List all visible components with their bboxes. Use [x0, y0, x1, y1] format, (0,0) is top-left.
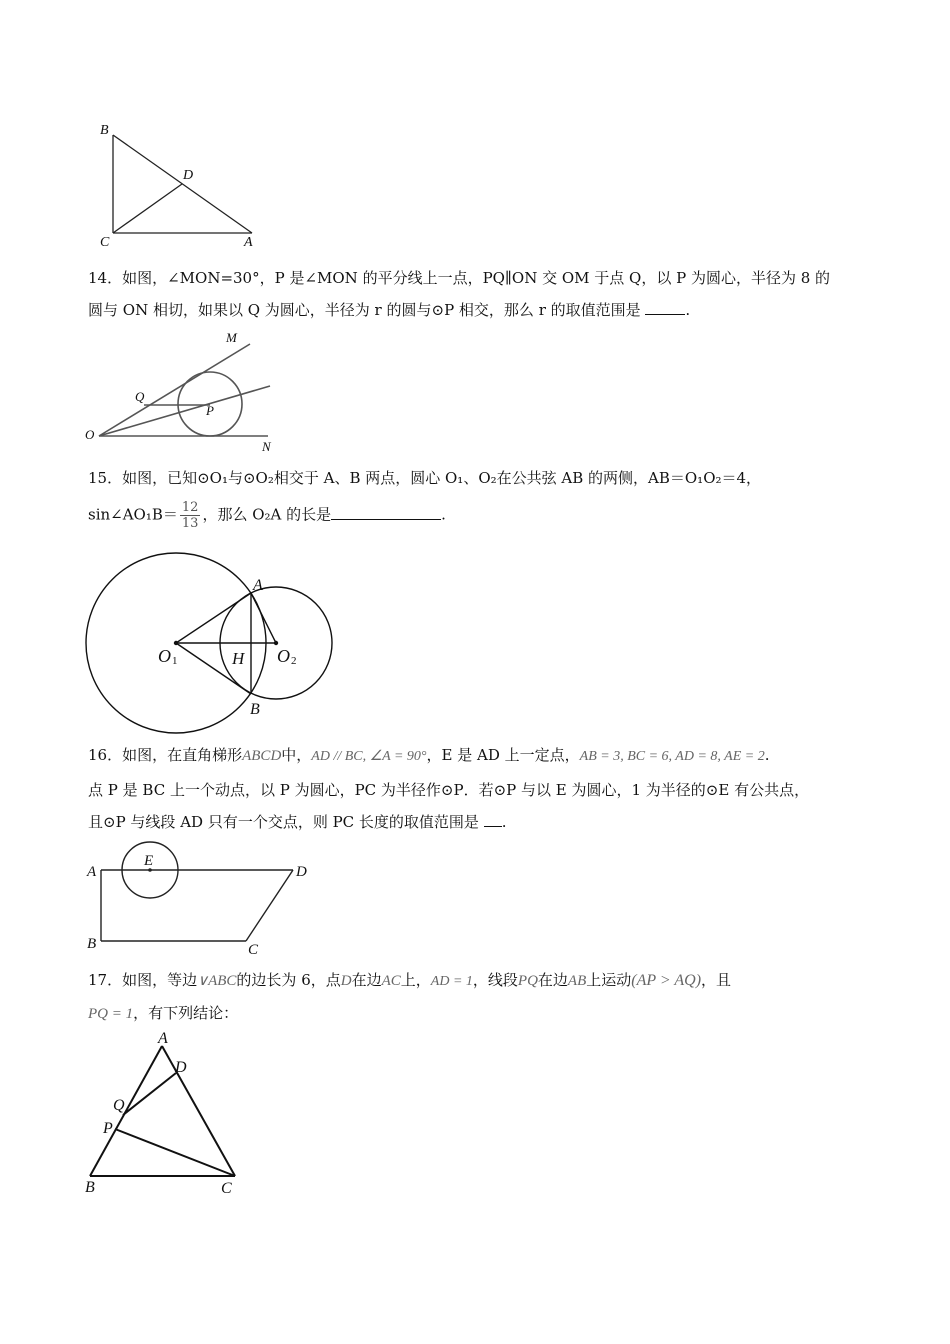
q14-figure	[82, 326, 292, 456]
q15-label-o2-sub: 2	[291, 655, 297, 667]
q14-text-1: 如图，∠MON=30°，P 是∠MON 的平分线上一点，PQ∥ON 交 OM 于点 Q，以 P 为圆心，半径为 8 的	[122, 269, 831, 287]
q17-line-1	[88, 969, 731, 993]
q14-label-q: Q	[135, 389, 145, 404]
q17-text-1n: (AP > AQ)	[631, 972, 702, 989]
q15-label-b: B	[250, 701, 260, 718]
q16-label-b: B	[87, 936, 97, 952]
q14-label-o: O	[85, 427, 95, 442]
q16-number: 16．	[88, 746, 123, 764]
q14-number: 14．	[88, 269, 123, 287]
q17-label-a: A	[158, 1030, 168, 1047]
q14-label-n: N	[262, 439, 271, 454]
q16-answer-blank[interactable]	[484, 812, 502, 827]
q14-label-p: P	[206, 403, 214, 418]
q15-line-2	[88, 500, 446, 531]
q14-line-2	[88, 299, 690, 321]
q17-text-1e: 在边	[351, 971, 382, 989]
q16-label-a: A	[87, 864, 97, 880]
q15-frac-denominator: 13	[181, 516, 199, 531]
q14-text-2: 圆与 ON 相切，如果以 Q 为圆心，半径为 r 的圆与⊙P 相交，那么 r 的取值范围是	[88, 301, 641, 319]
q16-text-1a: 如图，在直角梯形	[122, 746, 243, 764]
q15-text-1: 如图，已知⊙O₁与⊙O₂相交于 A、B 两点，圆心 O₁、O₂在公共弦 AB 的两侧，AB＝O₁O₂＝4，	[122, 469, 762, 487]
q17-line-2	[88, 1002, 238, 1025]
q16-label-d: D	[296, 864, 307, 880]
q17-label-q: Q	[113, 1097, 125, 1114]
q14-end: .	[685, 301, 691, 319]
q16-line-3	[88, 811, 507, 833]
q17-text-1o: ，且	[701, 971, 732, 989]
q17-text-1l: AB	[567, 973, 587, 989]
q13-label-a: A	[244, 235, 253, 250]
q17-text-1j: PQ	[517, 973, 538, 989]
q16-line-1	[88, 744, 769, 768]
q15-label-o1-sub: 1	[172, 655, 178, 667]
q17-text-1a: 如图，等边	[122, 971, 198, 989]
q16-text-1g: .	[764, 746, 770, 764]
q15-label-o1: O	[158, 646, 171, 666]
q17-text-1f: AC	[381, 973, 401, 989]
q16-text-1b: ABCD	[242, 748, 282, 764]
q17-text-1k: 在边	[537, 971, 568, 989]
q14-line-1	[88, 267, 830, 289]
q15-text-2b: ，那么 O₂A 的长是	[202, 505, 332, 524]
q13-label-b: B	[100, 123, 109, 138]
q16-text-1f: AB = 3, BC = 6, AD = 8, AE = 2	[579, 749, 765, 764]
q17-text-2a: PQ = 1	[88, 1006, 134, 1022]
q17-figure	[80, 1032, 260, 1202]
q15-answer-blank[interactable]	[331, 505, 441, 520]
q16-text-2: 点 P 是 BC 上一个动点，以 P 为圆心，PC 为半径作⊙P．若⊙P 与以 E 为圆心，1 为半径的⊙E 有公共点，	[88, 781, 810, 799]
q17-label-c: C	[221, 1180, 232, 1197]
q15-text-2a: sin∠AO₁B＝	[88, 505, 178, 524]
q17-text-1b: ∨ABC	[197, 973, 237, 989]
q15-fraction	[180, 500, 201, 531]
q17-number: 17．	[88, 971, 123, 989]
q16-label-c: C	[248, 942, 259, 958]
q16-text-1c: 中，	[281, 746, 312, 764]
q15-frac-numerator: 12	[181, 500, 199, 515]
q15-number: 15．	[88, 469, 123, 487]
q16-line-2	[88, 779, 809, 801]
q16-end: .	[501, 813, 507, 831]
q17-label-p: P	[103, 1120, 113, 1137]
q16-text-1d: AD // BC, ∠A = 90°	[311, 749, 427, 764]
q15-label-a: A	[253, 577, 263, 594]
q17-text-1g: 上，	[400, 971, 431, 989]
q16-figure	[82, 840, 322, 958]
q15-figure	[82, 548, 342, 738]
q13-figure	[90, 115, 270, 255]
q14-answer-blank[interactable]	[645, 300, 685, 315]
q13-label-c: C	[100, 235, 110, 250]
q17-label-d: D	[175, 1059, 187, 1076]
q17-label-b: B	[85, 1179, 95, 1196]
q17-text-1m: 上运动	[586, 971, 632, 989]
q13-label-d: D	[183, 168, 194, 183]
q17-text-1i: ，线段	[472, 971, 518, 989]
q16-text-1e: ，E 是 AD 上一定点，	[426, 746, 580, 764]
q17-text-1c: 的边长为 6，点	[236, 971, 341, 989]
q15-end: .	[441, 505, 446, 524]
q15-line-1	[88, 467, 761, 489]
q15-label-h: H	[232, 649, 245, 668]
q15-label-o2: O	[277, 646, 290, 666]
q17-text-1h: AD = 1	[430, 974, 473, 989]
q16-label-e: E	[144, 853, 154, 869]
q14-label-m: M	[226, 330, 237, 345]
q16-text-3: 且⊙P 与线段 AD 只有一个交点，则 PC 长度的取值范围是	[88, 813, 479, 831]
q17-text-2b: ，有下列结论：	[133, 1004, 239, 1022]
q17-text-1d: D	[340, 973, 352, 989]
